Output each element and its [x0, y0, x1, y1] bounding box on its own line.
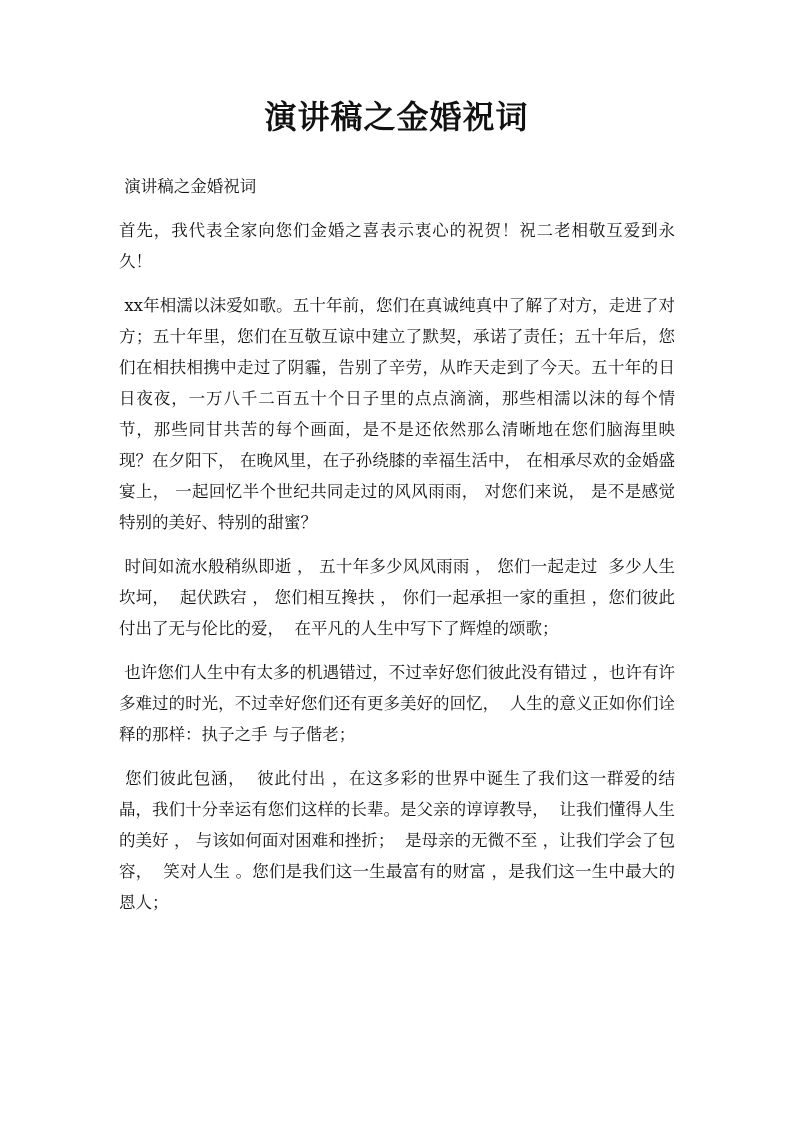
paragraph-time-flies: 时间如流水般稍纵即逝 ， 五十年多少风风雨雨 ， 您们一起走过 多少人生坎坷， 起伏跌宕 ， 您们相互搀扶 ， 你们一起承担一家的重担 ，您们彼此付出了无与伦比的爱， 在平凡的人生中写下了辉煌的颂歌； — [119, 557, 675, 638]
paragraph-fifty-years: xx年相濡以沫爱如歌。五十年前，您们在真诚纯真中了解了对方，走进了对方；五十年里，您们在互敬互谅中建立了默契，承诺了责任；五十年后，您们在相扶相携中走过了阴霾，告别了辛劳，从昨天走到了今天。五十年的日日夜夜，一万八千二百五十个日子里的点点滴滴，那些相濡以沫的每个情节，那些同甘共苦的每个画面，是不是还依然那么清晰地在您们脑海里映现？在夕阳下， 在晚风里，在子孙绕膝的幸福生活中， 在相承尽欢的金婚盛宴上， 一起回忆半个世纪共同走过的风风雨雨， 对您们来说， 是不是感觉特别的美好、特别的甜蜜？ — [119, 296, 675, 532]
paragraph-gratitude: 您们彼此包涵， 彼此付出 ，在这多彩的世界中诞生了我们这一群爱的结晶，我们十分幸运有您们这样的长辈。是父亲的谆谆教导， 让我们懂得人生的美好 ， 与该如何面对困难和挫折； 是母亲的无微不至 ，让我们学会了包容， 笑对人生 。您们是我们这一生最富有的财富 ，是我们这一生中最大的恩人； — [119, 769, 675, 912]
document-body — [119, 171, 675, 931]
subtitle-paragraph: 演讲稿之金婚祝词 — [119, 177, 257, 196]
paragraph-congratulation: 首先，我代表全家向您们金婚之喜表示衷心的祝贺！祝二老相敬互爱到永久！ — [119, 221, 675, 271]
document-title: 演讲稿之金婚祝词 — [264, 98, 529, 136]
paragraph-opportunities: 也许您们人生中有太多的机遇错过，不过幸好您们彼此没有错过 ，也许有许多难过的时光，不过幸好您们还有更多美好的回忆， 人生的意义正如你们诠释的那样：执子之手 与子偕老； — [119, 663, 675, 744]
